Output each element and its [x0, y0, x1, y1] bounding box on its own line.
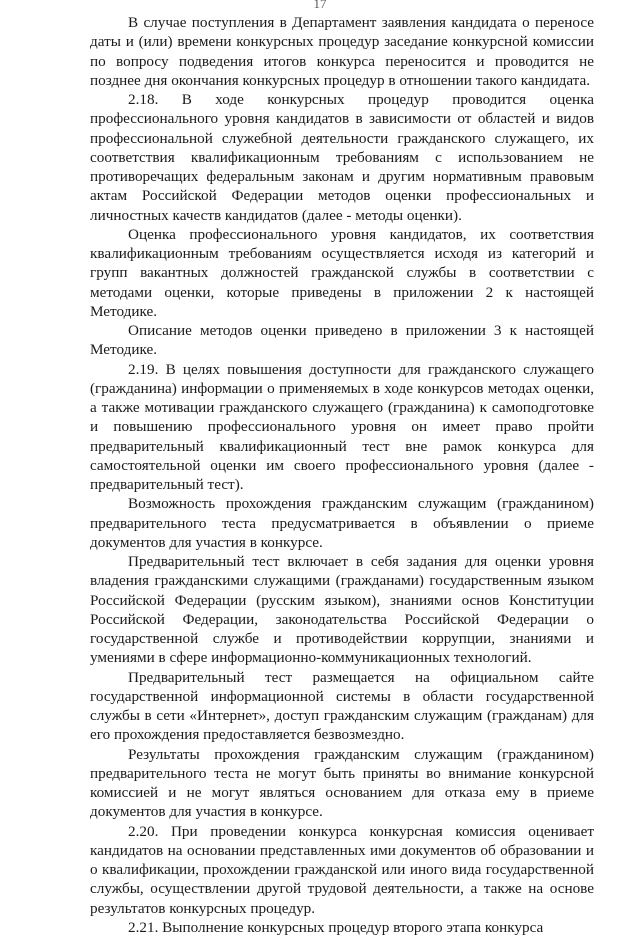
paragraph: Оценка профессионального уровня кандидатов, их соответствия квалификационным требованиям осуществляется исходя из категорий и групп вакантных должностей гражданской службы в соответствии с методами оценки, которые приведены в приложении 2 к настоящей Методике.	[90, 225, 594, 320]
document-body	[90, 13, 594, 937]
paragraph: 2.21. Выполнение конкурсных процедур второго этапа конкурса	[128, 918, 544, 936]
paragraph: Предварительный тест размещается на официальном сайте государственной информационной системы в области государственной службы в сети «Интернет», доступ гражданским служащим (гражданам) для его прохождения предоставляется безвозмездно.	[90, 668, 594, 744]
paragraph: Возможность прохождения гражданским служащим (гражданином) предварительного теста предусматривается в объявлении о приеме документов для участия в конкурсе.	[90, 495, 594, 551]
paragraph: 2.18. В ходе конкурсных процедур проводится оценка профессионального уровня кандидатов в зависимости от областей и видов профессиональной служебной деятельности гражданского служащего, их соответствия квалификационным требованиям с использованием не противоречащих федеральным законам и другим нормативным правовым актам Российской Федерации методов оценки профессиональных и личностных качеств кандидатов (далее - методы оценки).	[90, 91, 594, 224]
paragraph: 2.19. В целях повышения доступности для гражданского служащего (гражданина) информации о применяемых в ходе конкурсов методах оценки, а также мотивации гражданского служащего (гражданина) к самоподготовке и повышению профессионального уровня он имеет право пройти предварительный квалификационный тест вне рамок конкурса для самостоятельной оценки им своего профессионального уровня (далее - предварительный тест).	[90, 360, 594, 493]
paragraph: 2.20. При проведении конкурса конкурсная комиссия оценивает кандидатов на основании представленных ими документов об образовании и о квалификации, прохождении гражданской или иного вида государственной службы, осуществлении другой трудовой деятельности, а также на основе результатов конкурсных процедур.	[90, 822, 594, 917]
paragraph: Результаты прохождения гражданским служащим (гражданином) предварительного теста не могут быть приняты во внимание конкурсной комиссией и не могут являться основанием для отказа ему в приеме документов для участия в конкурсе.	[90, 745, 594, 821]
paragraph: Описание методов оценки приведено в приложении 3 к настоящей Методике.	[90, 322, 594, 359]
page-number: 17	[313, 0, 327, 11]
paragraph: В случае поступления в Департамент заявления кандидата о переносе даты и (или) времени конкурсных процедур заседание конкурсной комиссии по вопросу подведения итогов конкурса переносится и проводится не позднее дня окончания конкурсных процедур в отношении такого кандидата.	[90, 14, 594, 89]
paragraph: Предварительный тест включает в себя задания для оценки уровня владения гражданскими служащими (гражданами) государственным языком Российской Федерации (русским языком), знаниями основ Конституции Российской Федерации, законодательства Российской Федерации о государственной службе и противодействии коррупции, знаниями и умениями в сфере информационно-коммуникационных технологий.	[90, 553, 594, 667]
